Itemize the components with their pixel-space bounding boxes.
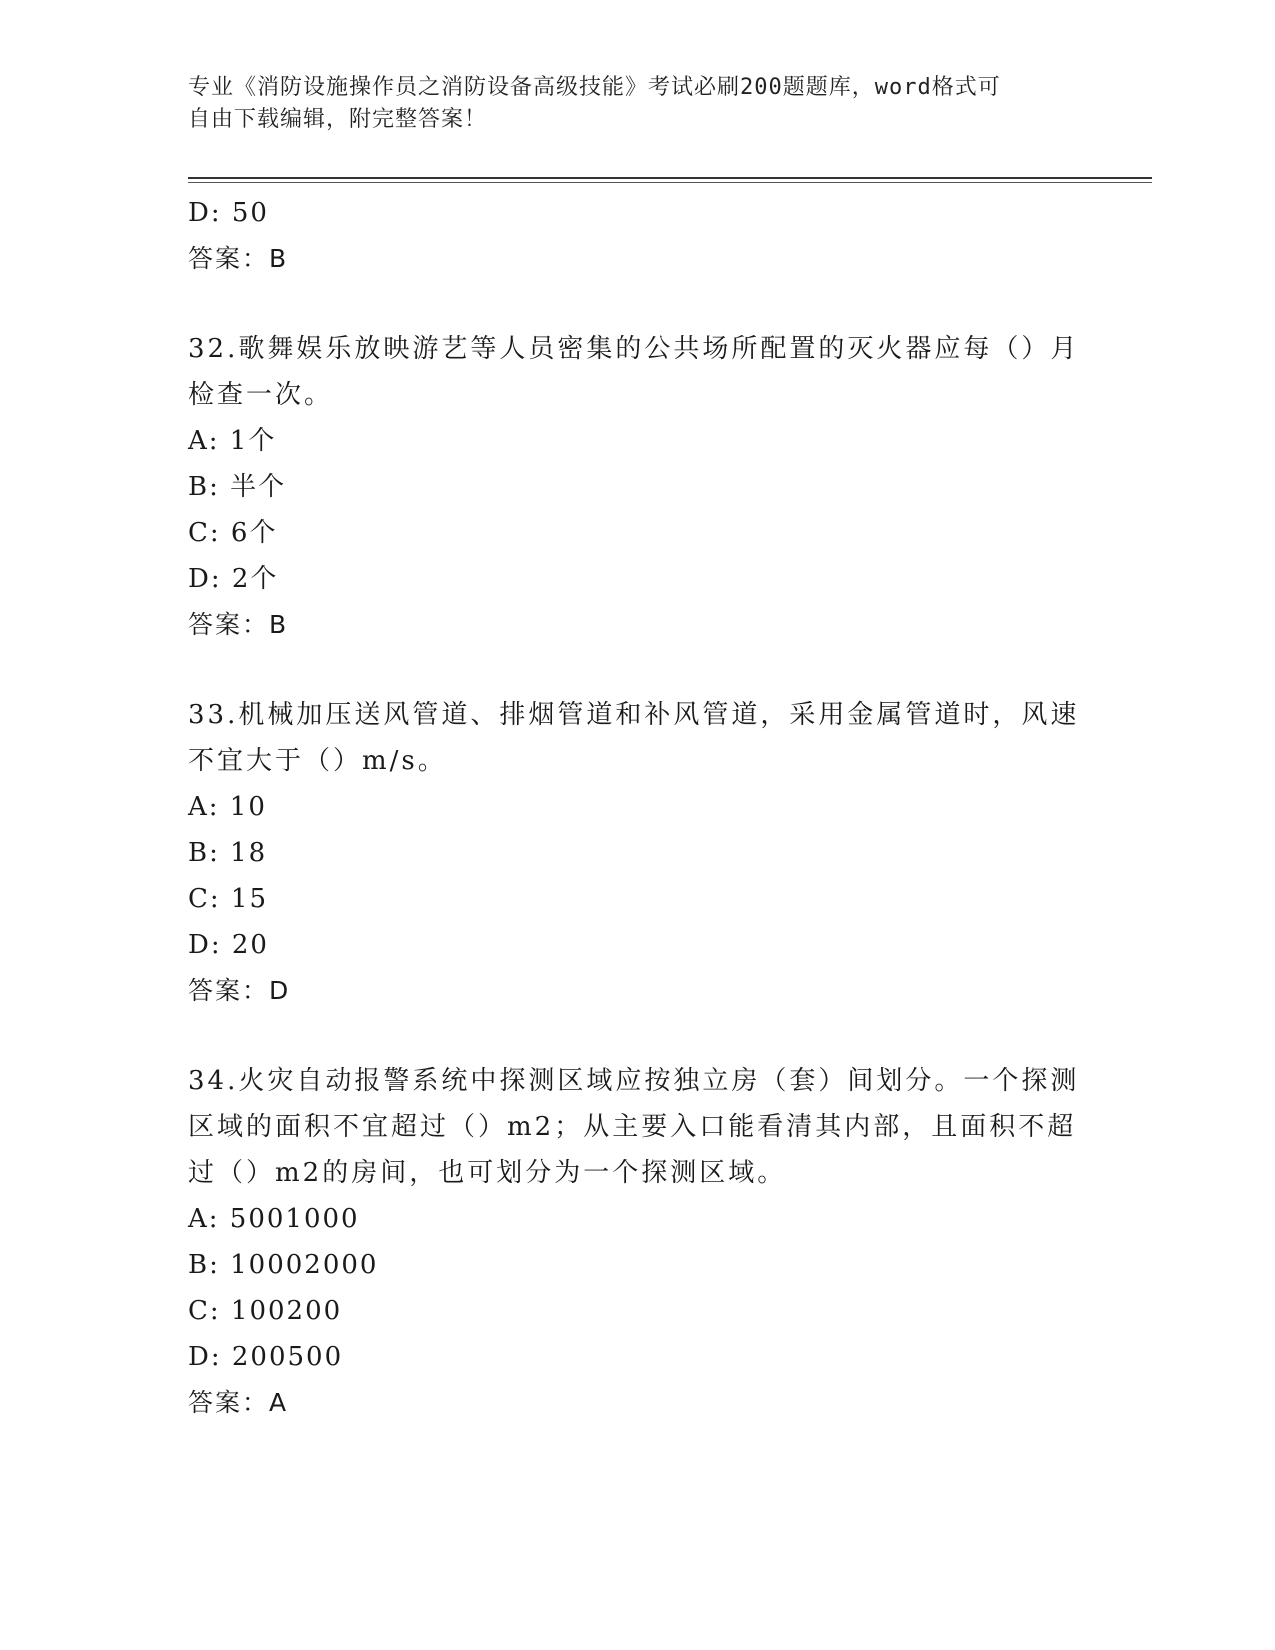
header-divider-thin xyxy=(188,182,1152,183)
prev-answer: 答案：B xyxy=(188,244,289,273)
option-c: C: 6个 xyxy=(188,518,278,548)
option-c: C: 100200 xyxy=(188,1296,343,1326)
document-header xyxy=(188,72,1068,136)
option-d: D: 20 xyxy=(188,930,269,960)
question-text-line: 不宜大于（）m/s。 xyxy=(188,746,447,776)
question-text-line: 33.机械加压送风管道、排烟管道和补风管道，采用金属管道时，风速 xyxy=(188,700,1080,730)
option-b: B: 18 xyxy=(188,838,268,868)
question-text-line: 32.歌舞娱乐放映游艺等人员密集的公共场所配置的灭火器应每（）月 xyxy=(188,334,1080,364)
option-d: D: 200500 xyxy=(188,1342,344,1372)
question-list xyxy=(188,190,1088,1426)
option-a: A: 5001000 xyxy=(188,1204,360,1234)
question-text-line: 过（）m2的房间，也可划分为一个探测区域。 xyxy=(188,1158,787,1188)
header-line-1: 专业《消防设施操作员之消防设备高级技能》考试必刷200题题库，word格式可 xyxy=(188,75,1001,100)
option-b: B: 10002000 xyxy=(188,1250,379,1280)
answer: 答案：B xyxy=(188,610,289,639)
question-33 xyxy=(188,692,1080,784)
question-text-line: 区域的面积不宜超过（）m2；从主要入口能看清其内部，且面积不超 xyxy=(188,1112,1077,1142)
question-32 xyxy=(188,326,1080,418)
header-line-2: 自由下载编辑，附完整答案！ xyxy=(188,107,488,132)
prev-option-d: D: 50 xyxy=(188,198,269,228)
question-text-line: 34.火灾自动报警系统中探测区域应按独立房（套）间划分。一个探测 xyxy=(188,1066,1080,1096)
option-a: A: 10 xyxy=(188,792,267,822)
option-d: D: 2个 xyxy=(188,564,279,594)
header-divider-thick xyxy=(188,177,1152,179)
answer: 答案：D xyxy=(188,976,291,1005)
question-34 xyxy=(188,1058,1080,1196)
answer: 答案：A xyxy=(188,1388,289,1417)
option-c: C: 15 xyxy=(188,884,269,914)
option-a: A: 1个 xyxy=(188,426,277,456)
option-b: B: 半个 xyxy=(188,472,287,502)
question-text-line: 检查一次。 xyxy=(188,380,334,410)
